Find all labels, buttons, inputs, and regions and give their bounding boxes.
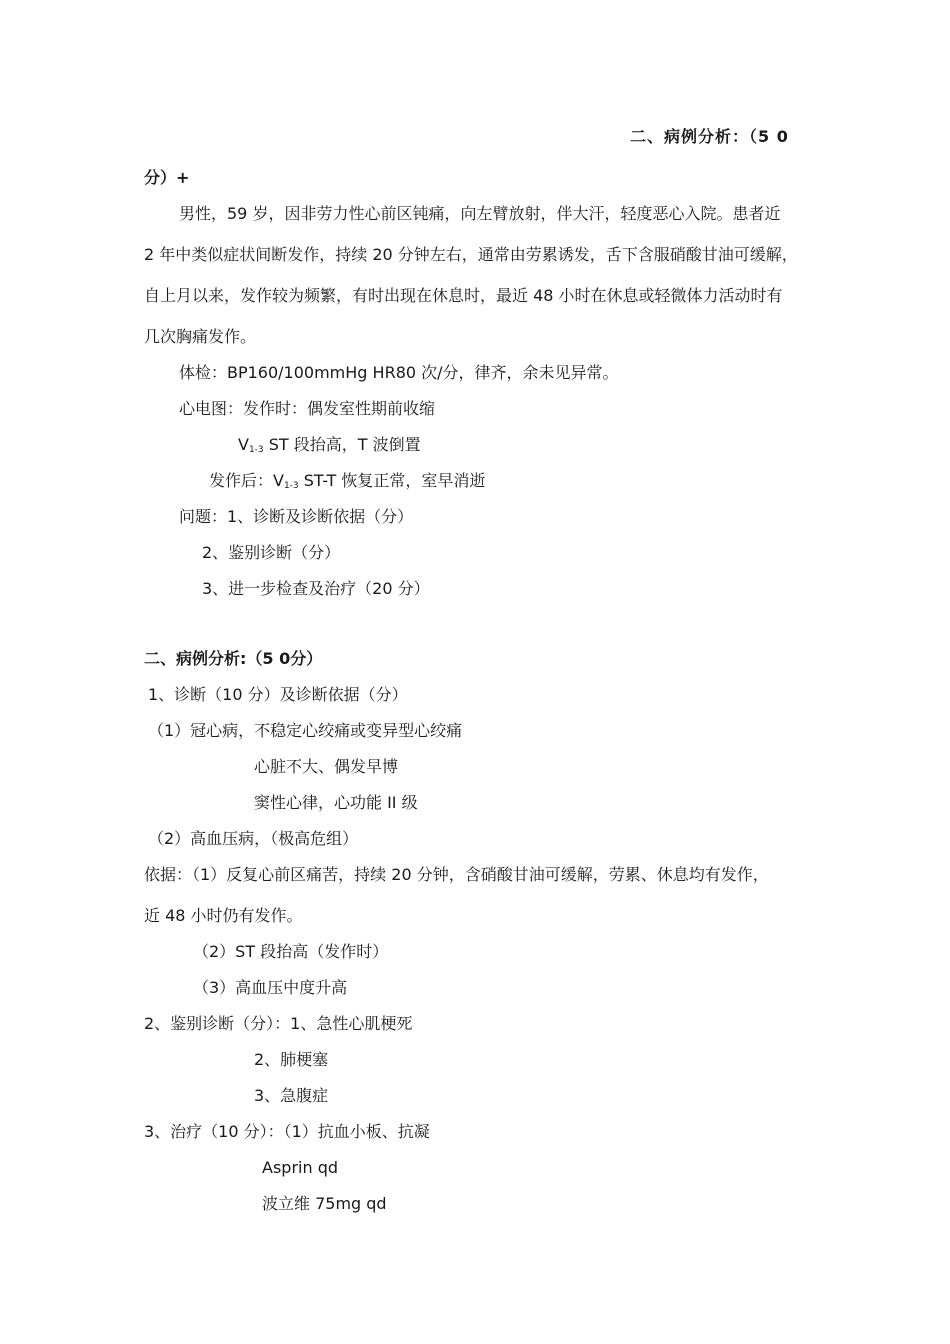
- answer-line: 波立维 75mg qd: [262, 1194, 387, 1213]
- answer-line: 1、诊断（10 分）及诊断依据（分）: [148, 685, 408, 704]
- lead-label: V: [238, 435, 249, 454]
- lead-subscript: 1-3: [283, 481, 299, 491]
- section-title-continuation: 分）+: [144, 168, 190, 187]
- answer-line: （3）高血压中度升高: [193, 978, 348, 997]
- question-1: 问题：1、诊断及诊断依据（分）: [179, 507, 414, 526]
- ecg-finding: ST 段抬高，T 波倒置: [263, 435, 421, 454]
- ecg-during-attack: 心电图：发作时：偶发室性期前收缩: [179, 399, 436, 418]
- question-2: 2、鉴别诊断（分）: [202, 543, 341, 562]
- answer-line: （1）冠心病，不稳定心绞痛或变异型心绞痛: [148, 721, 463, 740]
- answer-line: 2、鉴别诊断（分）：1、急性心肌梗死: [144, 1014, 413, 1033]
- case-paragraph-line: 2 年中类似症状间断发作，持续 20 分钟左右，通常由劳累诱发，舌下含服硝酸甘油可缓解，: [144, 245, 798, 264]
- answer-line: 依据：（1）反复心前区痛苦，持续 20 分钟，含硝酸甘油可缓解，劳累、休息均有发作，: [144, 865, 769, 884]
- lead-subscript: 1-3: [248, 445, 264, 455]
- question-3: 3、进一步检查及治疗（20 分）: [202, 579, 430, 598]
- answer-line: 窦性心律，心功能 II 级: [254, 793, 418, 812]
- answer-line: 近 48 小时仍有发作。: [144, 906, 303, 925]
- ecg-finding: ST-T 恢复正常，室早消逝: [298, 471, 486, 490]
- ecg-after-attack: [209, 470, 485, 497]
- ecg-st-elevation: [238, 434, 421, 461]
- physical-exam: 体检：BP160/100mmHg HR80 次/分，律齐，余未见异常。: [179, 363, 619, 382]
- answer-line: （2）ST 段抬高（发作时）: [193, 942, 389, 961]
- answer-line: 2、肺梗塞: [254, 1050, 329, 1069]
- case-paragraph-line: 几次胸痛发作。: [144, 327, 257, 346]
- answer-line: 3、治疗（10 分）：（1）抗血小板、抗凝: [144, 1122, 430, 1141]
- answer-line: （2）高血压病，（极高危组）: [148, 829, 359, 848]
- answer-line: 3、急腹症: [254, 1086, 329, 1105]
- section-title: 二、病例分析：（5 0: [630, 127, 789, 146]
- lead-label: 发作后：V: [209, 471, 284, 490]
- case-paragraph-line: 自上月以来，发作较为频繁，有时出现在休息时，最近 48 小时在休息或轻微体力活动时有: [144, 286, 783, 305]
- answer-title: 二、病例分析:（5 0分）: [144, 649, 323, 668]
- answer-line: Asprin qd: [262, 1158, 338, 1177]
- case-paragraph-line: 男性，59 岁，因非劳力性心前区钝痛，向左臂放射，伴大汗，轻度恶心入院。患者近: [179, 204, 781, 223]
- answer-line: 心脏不大、偶发早博: [254, 757, 399, 776]
